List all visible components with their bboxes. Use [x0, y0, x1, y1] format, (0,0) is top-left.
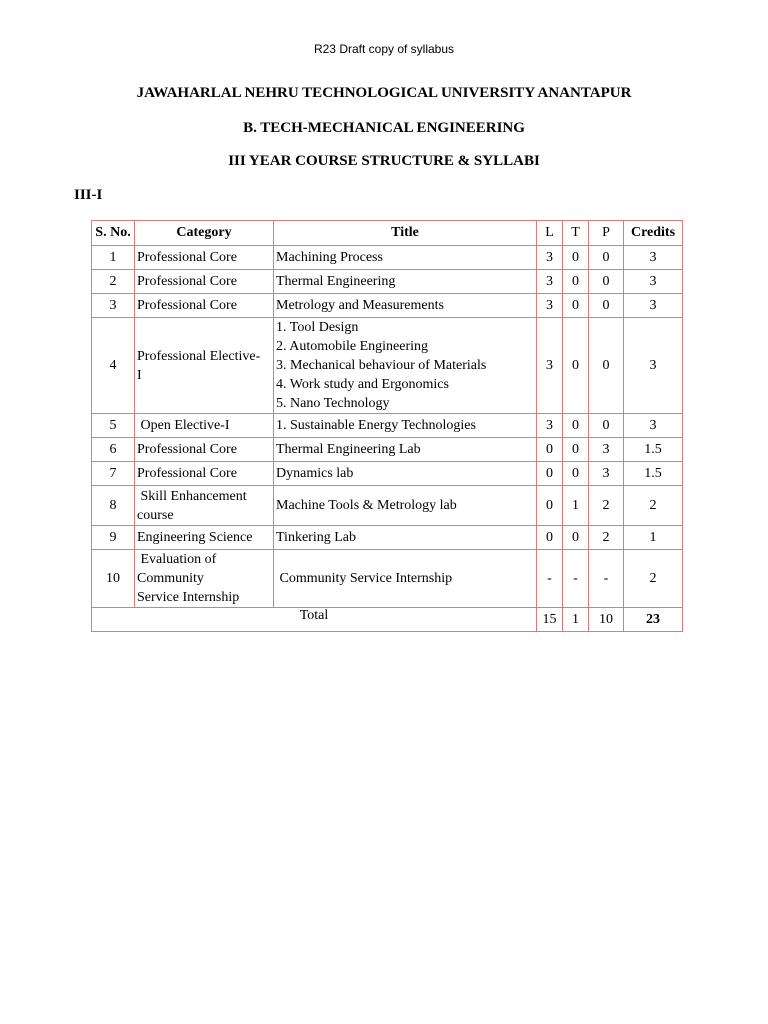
program-name: B. TECH-MECHANICAL ENGINEERING — [243, 120, 525, 136]
table-row — [92, 246, 683, 270]
cell-t: 0 — [563, 318, 589, 414]
header-credits: Credits — [624, 221, 683, 246]
table-row — [92, 414, 683, 438]
table-row — [92, 438, 683, 462]
category-line: course — [137, 507, 174, 523]
cell-title: Thermal Engineering — [274, 270, 537, 294]
cell-t: 0 — [563, 270, 589, 294]
cell-p: 3 — [589, 438, 624, 462]
cell-title: Machine Tools & Metrology lab — [274, 486, 537, 526]
category-line: Service Internship — [137, 590, 240, 605]
category-line: Community — [137, 571, 204, 586]
cell-l: 0 — [537, 438, 563, 462]
cell-sno: 6 — [92, 438, 135, 462]
header-p: P — [589, 221, 624, 246]
header-note: R23 Draft copy of syllabus — [313, 42, 455, 56]
cell-t: 0 — [563, 462, 589, 486]
cell-p: 0 — [589, 318, 624, 414]
cell-l: 3 — [537, 414, 563, 438]
cell-t: 0 — [563, 526, 589, 550]
cell-l: 3 — [537, 318, 563, 414]
cell-credits: 2 — [624, 550, 683, 608]
cell-l: 0 — [537, 526, 563, 550]
cell-credits: 3 — [624, 318, 683, 414]
cell-p: 0 — [589, 246, 624, 270]
cell-credits: 1 — [624, 526, 683, 550]
cell-title: Metrology and Measurements — [274, 294, 537, 318]
cell-sno: 4 — [92, 318, 135, 414]
cell-credits: 3 — [624, 270, 683, 294]
cell-sno: 8 — [92, 486, 135, 526]
cell-t: 0 — [563, 414, 589, 438]
cell-credits: 2 — [624, 486, 683, 526]
cell-category: Professional Core — [135, 462, 274, 486]
elective-option: 2. Automobile Engineering — [276, 339, 429, 354]
cell-category: Professional Core — [135, 438, 274, 462]
table-row — [92, 486, 683, 526]
cell-l: - — [537, 550, 563, 608]
category-line: Skill Enhancement — [137, 488, 247, 504]
table-row — [92, 270, 683, 294]
cell-t: 0 — [563, 438, 589, 462]
cell-p: 0 — [589, 270, 624, 294]
cell-l: 0 — [537, 486, 563, 526]
university-name: JAWAHARLAL NEHRU TECHNOLOGICAL UNIVERSITY ANANTAPUR — [136, 85, 632, 101]
header-l: L — [537, 221, 563, 246]
cell-p: 3 — [589, 462, 624, 486]
cell-l: 3 — [537, 270, 563, 294]
cell-credits: 3 — [624, 294, 683, 318]
elective-option: 1. Tool Design — [276, 320, 359, 335]
cell-title: Community Service Internship — [274, 550, 537, 608]
cell-l: 3 — [537, 246, 563, 270]
cell-title — [274, 318, 537, 414]
cell-title: Tinkering Lab — [274, 526, 537, 550]
cell-category: Professional Core — [135, 294, 274, 318]
course-table — [91, 220, 683, 632]
cell-l: 0 — [537, 462, 563, 486]
cell-category: Professional Core — [135, 270, 274, 294]
header-t: T — [563, 221, 589, 246]
total-p: 10 — [589, 608, 624, 632]
cell-sno: 5 — [92, 414, 135, 438]
category-line: Evaluation of — [137, 552, 217, 567]
header-sno: S. No. — [92, 221, 135, 246]
total-l: 15 — [537, 608, 563, 632]
category-line: I — [137, 367, 142, 383]
cell-category: Engineering Science — [135, 526, 274, 550]
cell-sno: 1 — [92, 246, 135, 270]
table-row — [92, 294, 683, 318]
cell-sno: 9 — [92, 526, 135, 550]
cell-sno: 10 — [92, 550, 135, 608]
total-label: Total — [92, 608, 537, 632]
elective-option: 4. Work study and Ergonomics — [276, 377, 449, 392]
cell-category: Open Elective-I — [135, 414, 274, 438]
cell-title: Thermal Engineering Lab — [274, 438, 537, 462]
table-row — [92, 462, 683, 486]
header-title: Title — [274, 221, 537, 246]
cell-title: 1. Sustainable Energy Technologies — [274, 414, 537, 438]
cell-t: 0 — [563, 294, 589, 318]
table-row — [92, 318, 683, 414]
cell-title: Machining Process — [274, 246, 537, 270]
cell-p: 2 — [589, 486, 624, 526]
elective-option: 5. Nano Technology — [276, 396, 390, 411]
cell-title: Dynamics lab — [274, 462, 537, 486]
category-line: Professional Elective- — [137, 348, 261, 364]
cell-sno: 3 — [92, 294, 135, 318]
cell-p: 0 — [589, 294, 624, 318]
cell-credits: 1.5 — [624, 462, 683, 486]
header-category: Category — [135, 221, 274, 246]
cell-category — [135, 318, 274, 414]
cell-credits: 3 — [624, 246, 683, 270]
cell-t: - — [563, 550, 589, 608]
cell-credits: 3 — [624, 414, 683, 438]
cell-credits: 1.5 — [624, 438, 683, 462]
cell-category — [135, 550, 274, 608]
cell-sno: 7 — [92, 462, 135, 486]
cell-category: Professional Core — [135, 246, 274, 270]
cell-category — [135, 486, 274, 526]
cell-p: 2 — [589, 526, 624, 550]
table-header-row — [92, 221, 683, 246]
total-t: 1 — [563, 608, 589, 632]
elective-option: 3. Mechanical behaviour of Materials — [276, 358, 487, 373]
cell-t: 1 — [563, 486, 589, 526]
cell-p: 0 — [589, 414, 624, 438]
cell-p: - — [589, 550, 624, 608]
total-credits: 23 — [624, 608, 683, 632]
cell-sno: 2 — [92, 270, 135, 294]
cell-l: 3 — [537, 294, 563, 318]
structure-title: III YEAR COURSE STRUCTURE & SYLLABI — [228, 153, 540, 169]
table-row — [92, 526, 683, 550]
cell-t: 0 — [563, 246, 589, 270]
total-row — [92, 608, 683, 632]
table-row — [92, 550, 683, 608]
semester-label: III-I — [74, 187, 103, 203]
